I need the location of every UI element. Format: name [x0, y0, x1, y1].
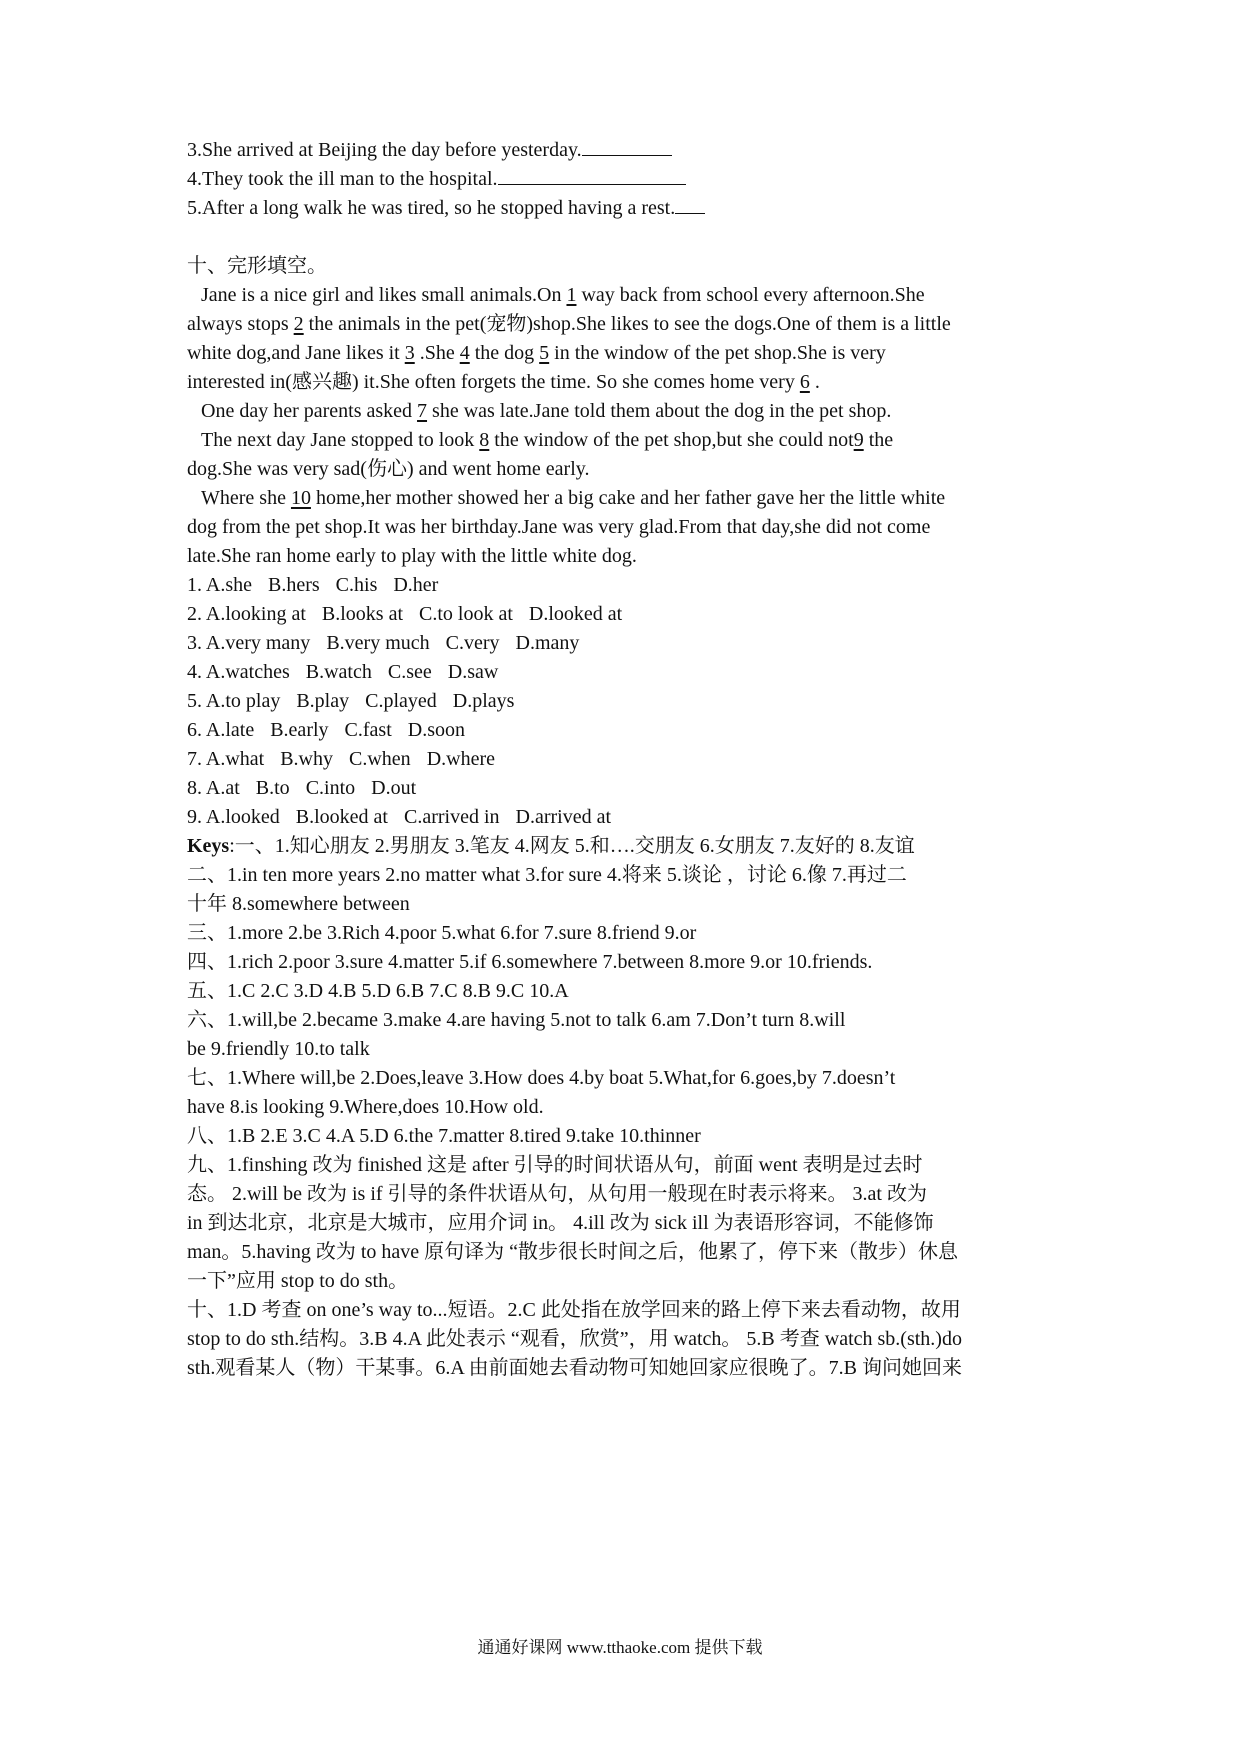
keys-line-4: 三、1.more 2.be 3.Rich 4.poor 5.what 6.for 7.sure 8.friend 9.or	[187, 922, 697, 944]
keys-line-15: man。5.having 改为 to have 原句译为 “散步很长时间之后，他累了，停下来（散步）休息	[187, 1241, 959, 1263]
option-choice: B.looked at	[295, 806, 388, 828]
option-row	[187, 746, 495, 772]
option-choice: D.soon	[407, 719, 465, 741]
cloze-line-3: white dog,and Jane likes it 3 .She 4 the dog 5 in the window of the pet shop.She is very	[187, 342, 886, 364]
option-choice: 6. A.late	[187, 719, 255, 741]
keys-line-7: 六、1.will,be 2.became 3.make 4.are having 5.not to talk 6.am 7.Don’t turn 8.will	[187, 1009, 846, 1031]
option-choice: 5. A.to play	[187, 690, 281, 712]
cloze-line-5: One day her parents asked 7 she was late.Jane told them about the dog in the pet shop.	[201, 400, 892, 422]
option-row	[187, 717, 465, 743]
option-choice: D.where	[426, 748, 495, 770]
option-choice: 2. A.looking at	[187, 603, 306, 625]
blank-number: 10	[290, 487, 311, 509]
option-row	[187, 804, 611, 830]
cloze-line-1: Jane is a nice girl and likes small animals.On 1 way back from school every afternoon.She	[201, 284, 925, 306]
cloze-line-7: dog.She was very sad(伤心) and went home early.	[187, 458, 590, 480]
cloze-line-8: Where she 10 home,her mother showed her a big cake and her father gave her the little white	[201, 487, 946, 509]
keys-line-18: stop to do sth.结构。3.B 4.A 此处表示 “观看，欣赏”，用 watch。 5.B 考查 watch sb.(sth.)do	[187, 1328, 962, 1350]
keys-line-6: 五、1.C 2.C 3.D 4.B 5.D 6.B 7.C 8.B 9.C 10.A	[187, 980, 569, 1002]
option-row	[187, 775, 416, 801]
blank-number: 5	[539, 342, 550, 364]
option-choice: C.into	[305, 777, 356, 799]
option-choice: 7. A.what	[187, 748, 265, 770]
keys-line-8: be 9.friendly 10.to talk	[187, 1038, 370, 1060]
option-choice: 3. A.very many	[187, 632, 311, 654]
option-choice: D.plays	[452, 690, 515, 712]
option-choice: 9. A.looked	[187, 806, 280, 828]
keys-line-17: 十、1.D 考查 on one’s way to...短语。2.C 此处指在放学回来的路上停下来去看动物，故用	[187, 1299, 961, 1321]
option-choice: D.looked at	[528, 603, 623, 625]
option-choice: C.to look at	[419, 603, 513, 625]
keys-line-16: 一下”应用 stop to do sth。	[187, 1270, 409, 1292]
blank-number: 3	[404, 342, 415, 364]
section-heading: 十、完形填空。	[187, 255, 327, 277]
keys-line-12: 九、1.finshing 改为 finished 这是 after 引导的时间状语从句，前面 went 表明是过去时	[187, 1154, 923, 1176]
option-choice: C.played	[365, 690, 437, 712]
keys-line-9: 七、1.Where will,be 2.Does,leave 3.How does 4.by boat 5.What,for 6.goes,by 7.doesn’t	[187, 1067, 896, 1089]
option-choice: 8. A.at	[187, 777, 240, 799]
option-choice: B.play	[296, 690, 350, 712]
exercise-item-4: 4.They took the ill man to the hospital.	[187, 166, 686, 192]
blank-number: 8	[479, 429, 490, 451]
option-choice: C.fast	[344, 719, 392, 741]
keys-line-19: sth.观看某人（物）干某事。6.A 由前面她去看动物可知她回家应很晚了。7.B 询问她回来	[187, 1357, 963, 1379]
cloze-line-2: always stops 2 the animals in the pet(宠物)shop.She likes to see the dogs.One of them is a little	[187, 313, 951, 335]
option-row	[187, 688, 514, 714]
keys-line-10: have 8.is looking 9.Where,does 10.How old.	[187, 1096, 544, 1118]
page-footer: 通通好课网 www.tthaoke.com 提供下载	[477, 1638, 763, 1657]
option-choice: D.many	[515, 632, 580, 654]
option-choice: 1. A.she	[187, 574, 252, 596]
option-choice: C.see	[387, 661, 432, 683]
option-choice: D.arrived at	[515, 806, 612, 828]
option-choice: B.to	[255, 777, 290, 799]
keys-line-11: 八、1.B 2.E 3.C 4.A 5.D 6.the 7.matter 8.tired 9.take 10.thinner	[187, 1125, 701, 1147]
blank-number: 9	[853, 429, 864, 451]
option-choice: D.her	[393, 574, 439, 596]
option-choice: 4. A.watches	[187, 661, 290, 683]
option-row	[187, 572, 438, 598]
option-choice: D.saw	[447, 661, 499, 683]
keys-line-1: Keys:一、1.知心朋友 2.男朋友 3.笔友 4.网友 5.和….交朋友 6.女朋友 7.友好的 8.友谊	[187, 835, 915, 857]
option-row	[187, 601, 622, 627]
option-choice: B.watch	[305, 661, 372, 683]
option-choice: B.very much	[326, 632, 430, 654]
option-choice: C.when	[349, 748, 411, 770]
keys-label: Keys	[187, 835, 230, 857]
option-row	[187, 659, 498, 685]
cloze-line-6: The next day Jane stopped to look 8 the window of the pet shop,but she could not9 the	[201, 429, 894, 451]
option-choice: B.looks at	[321, 603, 404, 625]
cloze-line-10: late.She ran home early to play with the little white dog.	[187, 545, 637, 567]
exercise-item-5: 5.After a long walk he was tired, so he stopped having a rest.	[187, 195, 705, 221]
blank-number: 4	[459, 342, 470, 364]
keys-line-14: in 到达北京，北京是大城市，应用介词 in。 4.ill 改为 sick ill 为表语形容词，不能修饰	[187, 1212, 934, 1234]
keys-line-3: 十年 8.somewhere between	[187, 893, 410, 915]
option-choice: B.hers	[268, 574, 320, 596]
keys-line-2: 二、1.in ten more years 2.no matter what 3.for sure 4.将来 5.谈论 ，讨论 6.像 7.再过二	[187, 864, 907, 886]
option-choice: B.early	[270, 719, 329, 741]
keys-line-13: 态。 2.will be 改为 is if 引导的条件状语从句，从句用一般现在时表示将来。 3.at 改为	[187, 1183, 927, 1205]
option-choice: C.very	[445, 632, 500, 654]
blank-number: 2	[293, 313, 304, 335]
answer-blank	[582, 137, 672, 156]
option-choice: C.arrived in	[404, 806, 500, 828]
keys-line-5: 四、1.rich 2.poor 3.sure 4.matter 5.if 6.somewhere 7.between 8.more 9.or 10.friends.	[187, 951, 873, 973]
answer-blank	[675, 195, 705, 214]
blank-number: 6	[799, 371, 810, 393]
option-choice: D.out	[371, 777, 417, 799]
cloze-line-9: dog from the pet shop.It was her birthday.Jane was very glad.From that day,she did not come	[187, 516, 931, 538]
cloze-line-4: interested in(感兴趣) it.She often forgets the time. So she comes home very 6 .	[187, 371, 820, 393]
option-choice: C.his	[335, 574, 378, 596]
blank-number: 7	[417, 400, 428, 422]
option-choice: B.why	[280, 748, 334, 770]
exercise-item-3: 3.She arrived at Beijing the day before yesterday.	[187, 137, 672, 163]
answer-blank	[498, 166, 686, 185]
option-row	[187, 630, 579, 656]
blank-number: 1	[566, 284, 577, 306]
